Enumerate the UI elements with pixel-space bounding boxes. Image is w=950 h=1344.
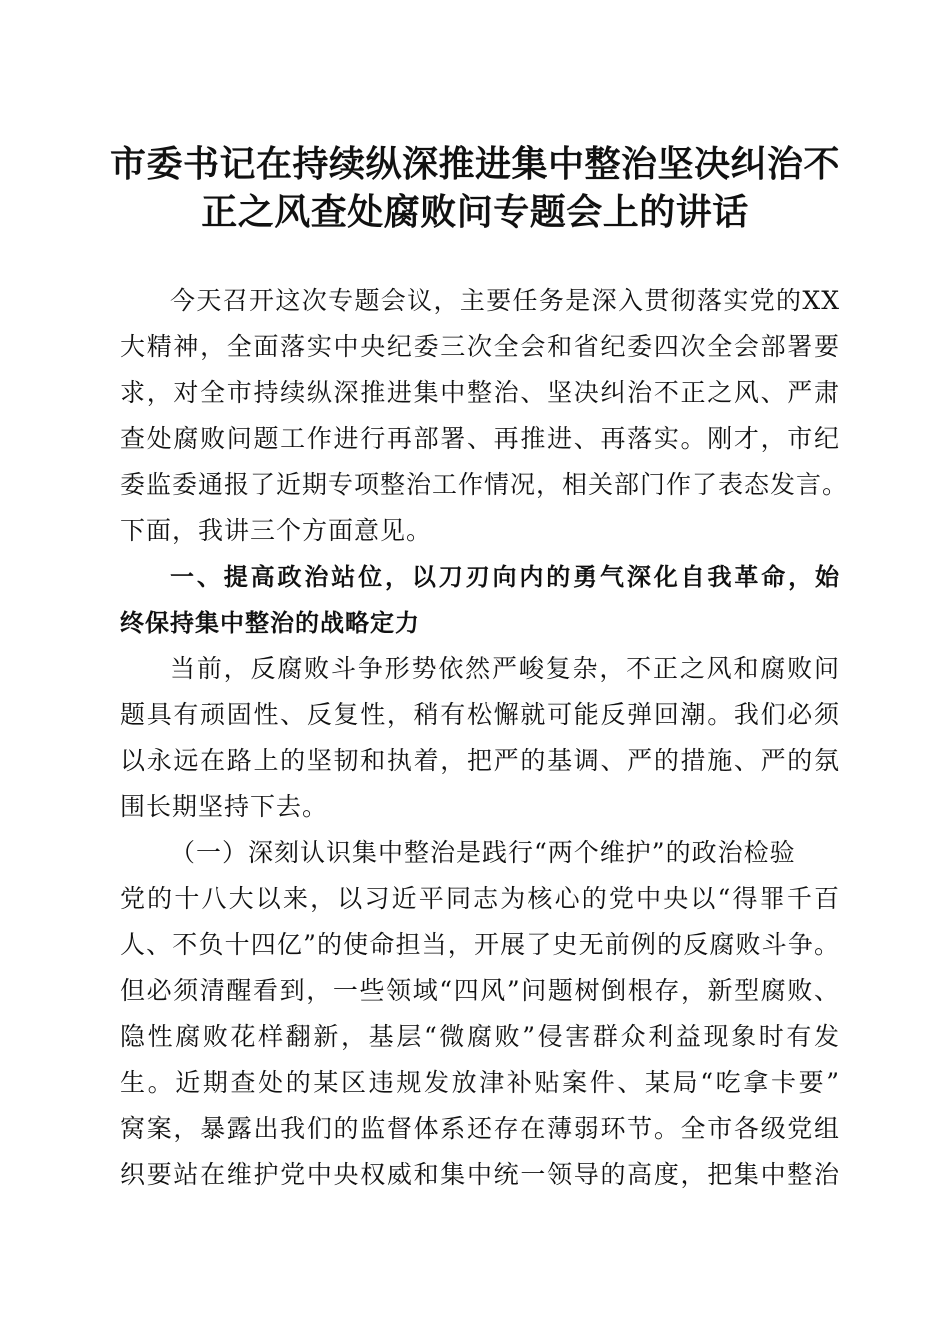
paragraph-line: 委监委通报了近期专项整治工作情况，相关部门作了表态发言。 bbox=[120, 470, 849, 499]
paragraph-line: 求，对全市持续纵深推进集中整治、坚决纠治不正之风、严肃 bbox=[120, 378, 840, 407]
paragraph-line: 窝案，暴露出我们的监督体系还存在薄弱环节。全市各级党组 bbox=[120, 1114, 840, 1143]
paragraph-line: 当前，反腐败斗争形势依然严峻复杂，不正之风和腐败问 bbox=[170, 654, 840, 683]
subsection-heading-line: （一）深刻认识集中整治是践行“两个维护”的政治检验 bbox=[170, 838, 796, 867]
paragraph-line: 下面，我讲三个方面意见。 bbox=[120, 516, 433, 545]
section-heading-line: 终保持集中整治的战略定力 bbox=[120, 609, 420, 637]
title-line: 正之风查处腐败问专题会上的讲话 bbox=[201, 191, 749, 233]
paragraph-line: 党的十八大以来，以习近平同志为核心的党中央以“得罪千百 bbox=[120, 884, 840, 913]
document-title bbox=[100, 140, 850, 236]
paragraph-line: 查处腐败问题工作进行再部署、再推进、再落实。刚才，市纪 bbox=[120, 424, 840, 453]
paragraph-line: 织要站在维护党中央权威和集中统一领导的高度，把集中整治 bbox=[120, 1160, 840, 1189]
paragraph-line: 生。近期查处的某区违规发放津补贴案件、某局“吃拿卡要” bbox=[120, 1068, 840, 1097]
paragraph-line: 但必须清醒看到，一些领域“四风”问题树倒根存，新型腐败、 bbox=[120, 976, 840, 1005]
paragraph-line: 人、不负十四亿”的使命担当，开展了史无前例的反腐败斗争。 bbox=[120, 930, 840, 959]
section-heading-line: 一、提高政治站位，以刀刃向内的勇气深化自我革命，始 bbox=[170, 563, 840, 591]
paragraph-line: 围长期坚持下去。 bbox=[120, 792, 329, 821]
paragraph-line: 今天召开这次专题会议，主要任务是深入贯彻落实党的XX bbox=[170, 286, 840, 315]
title-line: 市委书记在持续纵深推进集中整治坚决纠治不 bbox=[109, 143, 840, 185]
paragraph-line: 大精神，全面落实中央纪委三次全会和省纪委四次全会部署要 bbox=[120, 332, 840, 361]
paragraph-line: 隐性腐败花样翻新，基层“微腐败”侵害群众利益现象时有发 bbox=[120, 1022, 840, 1051]
paragraph-line: 题具有顽固性、反复性，稍有松懈就可能反弹回潮。我们必须 bbox=[120, 700, 840, 729]
document-body bbox=[120, 278, 849, 1198]
paragraph-line: 以永远在路上的坚韧和执着，把严的基调、严的措施、严的氛 bbox=[120, 746, 840, 775]
